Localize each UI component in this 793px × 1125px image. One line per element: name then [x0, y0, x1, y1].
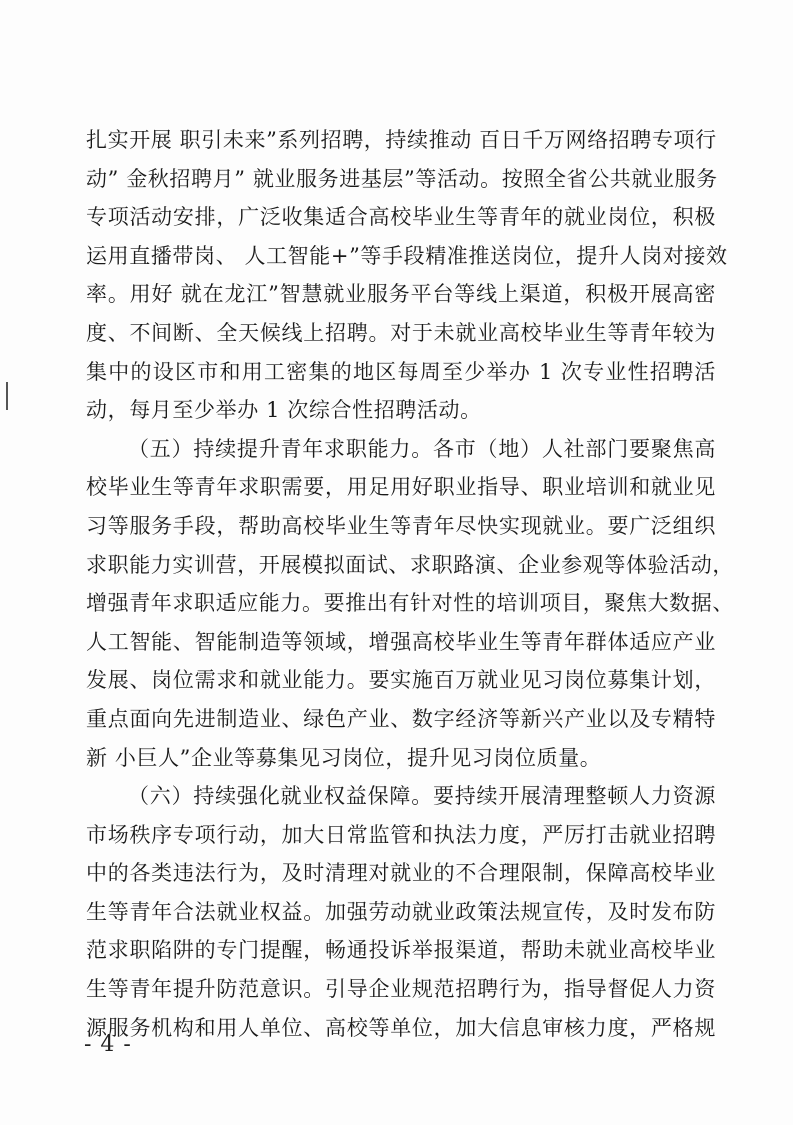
text-line: 集中的设区市和用工密集的地区每周至少举办 1 次专业性招聘活 [86, 359, 716, 384]
text-line: 校毕业生等青年求职需要，用足用好职业指导、职业培训和就业见 [86, 475, 716, 500]
text-line: 市场秩序专项行动，加大日常监管和执法力度，严厉打击就业招聘 [86, 822, 716, 847]
text-line: 运用直播带岗、 人工智能+”等手段精准推送岗位，提升人岗对接效 [86, 243, 728, 268]
text-line: 人工智能、智能制造等领域，增强高校毕业生等青年群体适应产业 [86, 629, 716, 654]
text-line: 动，每月至少举办 1 次综合性招聘活动。 [86, 398, 482, 423]
text-line: 生等青年合法就业权益。加强劳动就业政策法规宣传，及时发布防 [86, 899, 716, 924]
section-heading-line: （五）持续提升青年求职能力。各市（地）人社部门要聚焦高 [128, 436, 716, 461]
text-line: 率。用好 就在龙江”智慧就业服务平台等线上渠道，积极开展高密 [86, 282, 716, 307]
text-line: 范求职陷阱的专门提醒，畅通投诉举报渠道，帮助未就业高校毕业 [86, 938, 716, 963]
page-number: - 4 - [84, 1032, 132, 1057]
text-line: 习等服务手段，帮助高校毕业生等青年尽快实现就业。要广泛组织 [86, 513, 716, 538]
body-text [86, 121, 734, 1047]
text-line: 重点面向先进制造业、绿色产业、数字经济等新兴产业以及专精特 [86, 706, 716, 731]
scan-margin-mark [6, 382, 8, 410]
text-line: 度、不间断、全天候线上招聘。对于未就业高校毕业生等青年较为 [86, 320, 716, 345]
text-line: 专项活动安排，广泛收集适合高校毕业生等青年的就业岗位，积极 [86, 205, 716, 230]
text-line: 增强青年求职适应能力。要推出有针对性的培训项目，聚焦大数据、 [86, 591, 734, 616]
text-line: 扎实开展 职引未来”系列招聘，持续推动 百日千万网络招聘专项行 [86, 128, 717, 152]
text-line: 动” 金秋招聘月” 就业服务进基层”等活动。按照全省公共就业服务 [86, 166, 718, 191]
section-heading-line: （六）持续强化就业权益保障。要持续开展清理整顿人力资源 [128, 784, 716, 809]
text-line: 生等青年提升防范意识。引导企业规范招聘行为，指导督促人力资 [86, 977, 716, 1002]
text-line: 求职能力实训营，开展模拟面试、求职路演、企业参观等体验活动， [86, 552, 734, 577]
text-line: 源服务机构和用人单位、高校等单位，加大信息审核力度，严格规 [86, 1015, 716, 1040]
text-line: 发展、岗位需求和就业能力。要实施百万就业见习岗位募集计划， [86, 668, 716, 693]
text-line: 中的各类违法行为，及时清理对就业的不合理限制，保障高校毕业 [86, 861, 716, 886]
text-line: 新 小巨人”企业等募集见习岗位，提升见习岗位质量。 [86, 745, 602, 770]
